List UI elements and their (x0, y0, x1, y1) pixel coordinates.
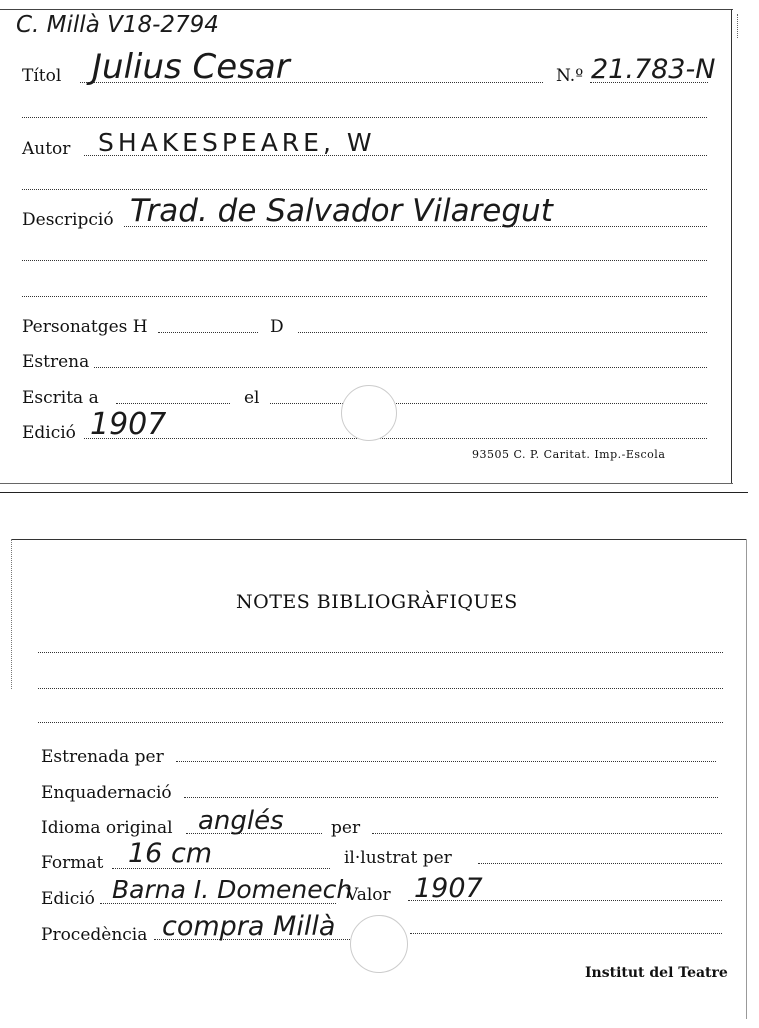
format-value: 16 cm (128, 838, 213, 869)
blank-line (38, 688, 723, 689)
el-label: el (244, 388, 260, 408)
card-separator-line (0, 492, 748, 493)
enquadernacio-label: Enquadernació (41, 783, 172, 803)
estrena-dots (94, 367, 707, 368)
card2-left-border (11, 539, 12, 689)
procedencia-label: Procedència (41, 925, 148, 945)
autor-value: SHAKESPEARE, W (98, 128, 376, 157)
edicio-label: Edició (22, 423, 76, 443)
blank-line (38, 652, 723, 653)
illustrat-dots (478, 863, 722, 864)
format-label: Format (41, 853, 104, 873)
card1-bottom-border (0, 483, 733, 484)
edicio2-value: Barna I. Domenech (112, 875, 353, 904)
escrita-label: Escrita a (22, 388, 99, 408)
estrenada-dots (176, 761, 716, 762)
blank-line (22, 117, 707, 118)
el-dots (270, 403, 707, 404)
edicio2-label: Edició (41, 889, 95, 909)
personatges-d-label: D (270, 317, 284, 337)
personatges-label: Personatges H (22, 317, 148, 337)
notes-heading: NOTES BIBLIOGRÀFIQUES (236, 591, 518, 613)
blank-line (38, 722, 723, 723)
punched-hole (350, 915, 408, 973)
escrita-dots (116, 403, 230, 404)
estrena-label: Estrena (22, 352, 90, 372)
personatges-d-dots (298, 332, 707, 333)
autor-label: Autor (22, 139, 71, 159)
descripcio-value: Trad. de Salvador Vilaregut (130, 193, 553, 229)
numero-dots (590, 82, 708, 83)
catalog-card-1 (0, 0, 759, 495)
edicio-value: 1907 (90, 407, 167, 442)
idioma-value: anglés (198, 806, 284, 836)
card1-right-edge-marks (737, 14, 746, 38)
procedencia-dots-right (410, 933, 722, 934)
idioma-per-label: per (331, 818, 361, 838)
catalog-card-2 (0, 495, 759, 1028)
procedencia-value: compra Millà (162, 911, 336, 942)
printer-note: 93505 C. P. Caritat. Imp.-Escola (472, 448, 666, 461)
card1-top-border (0, 9, 733, 10)
enquadernacio-dots (184, 797, 718, 798)
titol-label: Títol (22, 66, 62, 86)
valor-label: Valor (346, 885, 391, 905)
institution-stamp: Institut del Teatre (585, 965, 728, 981)
valor-value: 1907 (414, 873, 483, 904)
punched-hole (341, 385, 397, 441)
card2-top-border (12, 539, 747, 540)
blank-line (22, 296, 707, 297)
illustrat-label: il·lustrat per (344, 848, 452, 868)
idioma-per-dots (372, 833, 722, 834)
estrenada-label: Estrenada per (41, 747, 164, 767)
numero-label: N.º (556, 66, 584, 86)
titol-value: Julius Cesar (92, 47, 290, 87)
card2-right-border (746, 539, 747, 1019)
idioma-label: Idioma original (41, 818, 173, 838)
blank-line (22, 260, 707, 261)
corner-catalog-note: C. Millà V18-2794 (16, 12, 219, 38)
edicio-dots (84, 438, 707, 439)
card1-right-border (731, 9, 732, 483)
descripcio-label: Descripció (22, 210, 114, 230)
numero-value: 21.783-N (591, 54, 716, 85)
blank-line (22, 189, 707, 190)
personatges-h-dots (158, 332, 258, 333)
